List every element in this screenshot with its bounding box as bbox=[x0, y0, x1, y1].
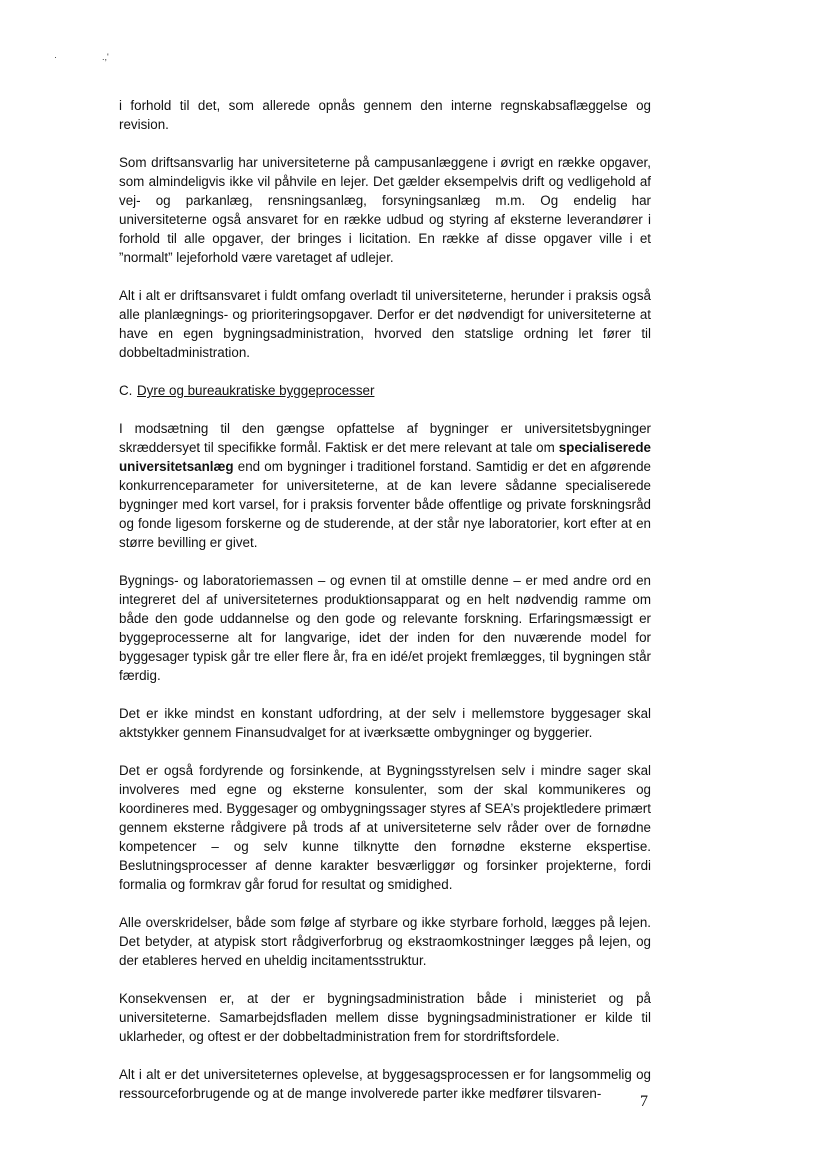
paragraph bbox=[119, 419, 651, 552]
paragraph-text: I modsætning til den gængse opfattelse af bygninger er universitetsbygninger skræddersyet til specifikke formål. Faktisk er det mere relevant at tale om bbox=[119, 421, 651, 455]
bold-term: specialiserede universitetsanlæg bbox=[119, 440, 651, 474]
scan-mark: · bbox=[54, 52, 57, 62]
paragraph: i forhold til det, som allerede opnås gennem den interne regnskabsaflæggelse og revision. bbox=[119, 98, 651, 132]
paragraph: Bygnings- og laboratoriemassen – og evnen til at omstille denne – er med andre ord en integreret del af universiteternes produktionsapparat og en helt nødvendig ramme om både den gode uddannelse og den gode og relevante forskning. Erfaringsmæssigt er byggeprocesserne alt for langvarige, idet der inden for den nuværende model for byggesager typisk går tre eller flere år, fra en idé/et projekt fremlægges, til bygningen står færdig. bbox=[119, 573, 651, 683]
body-text bbox=[119, 96, 651, 1103]
section-title: Dyre og bureaukratiske byggeprocesser bbox=[137, 383, 375, 398]
paragraph-text: end om bygninger i traditionel forstand. Samtidig er det en afgørende konkurrenceparameter for universiteterne, at de kan levere sådanne specialiserede bygninger med kort varsel, for i praksis forventer både offentlige og private forskningsråd og fonde ligesom forskerne og de studerende, at der står nye laboratorier, kort efter at en større bevilling er givet. bbox=[119, 459, 651, 550]
paragraph: Konsekvensen er, at der er bygningsadministration både i ministeriet og på universiteterne. Samarbejdsfladen mellem disse bygningsadministrationer er kilde til uklarheder, og oftest er der dobbeltadministration frem for stordriftsfordele. bbox=[119, 991, 651, 1044]
paragraph: Det er ikke mindst en konstant udfordring, at der selv i mellemstore byggesager skal aktstykker gennem Finansudvalget for at iværksætte ombygninger og byggerier. bbox=[119, 706, 651, 740]
section-letter: C. bbox=[119, 383, 133, 398]
paragraph: Som driftsansvarlig har universiteterne på campusanlæggene i øvrigt en række opgaver, som almindeligvis ikke vil påhvile en lejer. Det gælder eksempelvis drift og vedligehold af vej- og parkanlæg, rensningsanlæg, forsyningsanlæg m.m. Og endelig har universiteterne også ansvaret for en række udbud og styring af eksterne leverandører i forhold til alle opgaver, der bringes i licitation. En række af disse opgaver ville i et ”normalt” lejeforhold være varetaget af udlejer. bbox=[119, 155, 651, 265]
scan-mark: .,' bbox=[102, 52, 109, 62]
section-heading bbox=[119, 381, 651, 400]
paragraph: Det er også fordyrende og forsinkende, at Bygningsstyrelsen selv i mindre sager skal involveres med egne og eksterne konsulenter, som der skal kommunikeres og koordineres med. Byggesager og ombygningssager styres af SEA’s projektledere primært gennem eksterne rådgivere på trods af at universiteterne selv råder over de fornødne kompetencer – og selv kunne tilknytte den fornødne eksterne ekspertise. Beslutningsprocesser af denne karakter besværliggør og forsinker projekterne, fordi formalia og formkrav går forud for resultat og smidighed. bbox=[119, 763, 651, 892]
paragraph: Alle overskridelser, både som følge af styrbare og ikke styrbare forhold, lægges på lejen. Det betyder, at atypisk stort rådgiverforbrug og ekstraomkostninger lægges på lejen, og der etableres herved en uheldig incitamentsstruktur. bbox=[119, 915, 651, 968]
page-number: 7 bbox=[640, 1093, 648, 1110]
paragraph: Alt i alt er driftsansvaret i fuldt omfang overladt til universiteterne, herunder i praksis også alle planlægnings- og prioriteringsopgaver. Derfor er det nødvendigt for universiteterne at have en egen bygningsadministration, hvorved den statslige ordning let fører til dobbeltadministration. bbox=[119, 288, 651, 360]
paragraph: Alt i alt er det universiteternes oplevelse, at byggesagsprocessen er for langsommelig og ressourceforbrugende og at de mange involverede parter ikke medfører tilsvaren- bbox=[119, 1067, 651, 1101]
